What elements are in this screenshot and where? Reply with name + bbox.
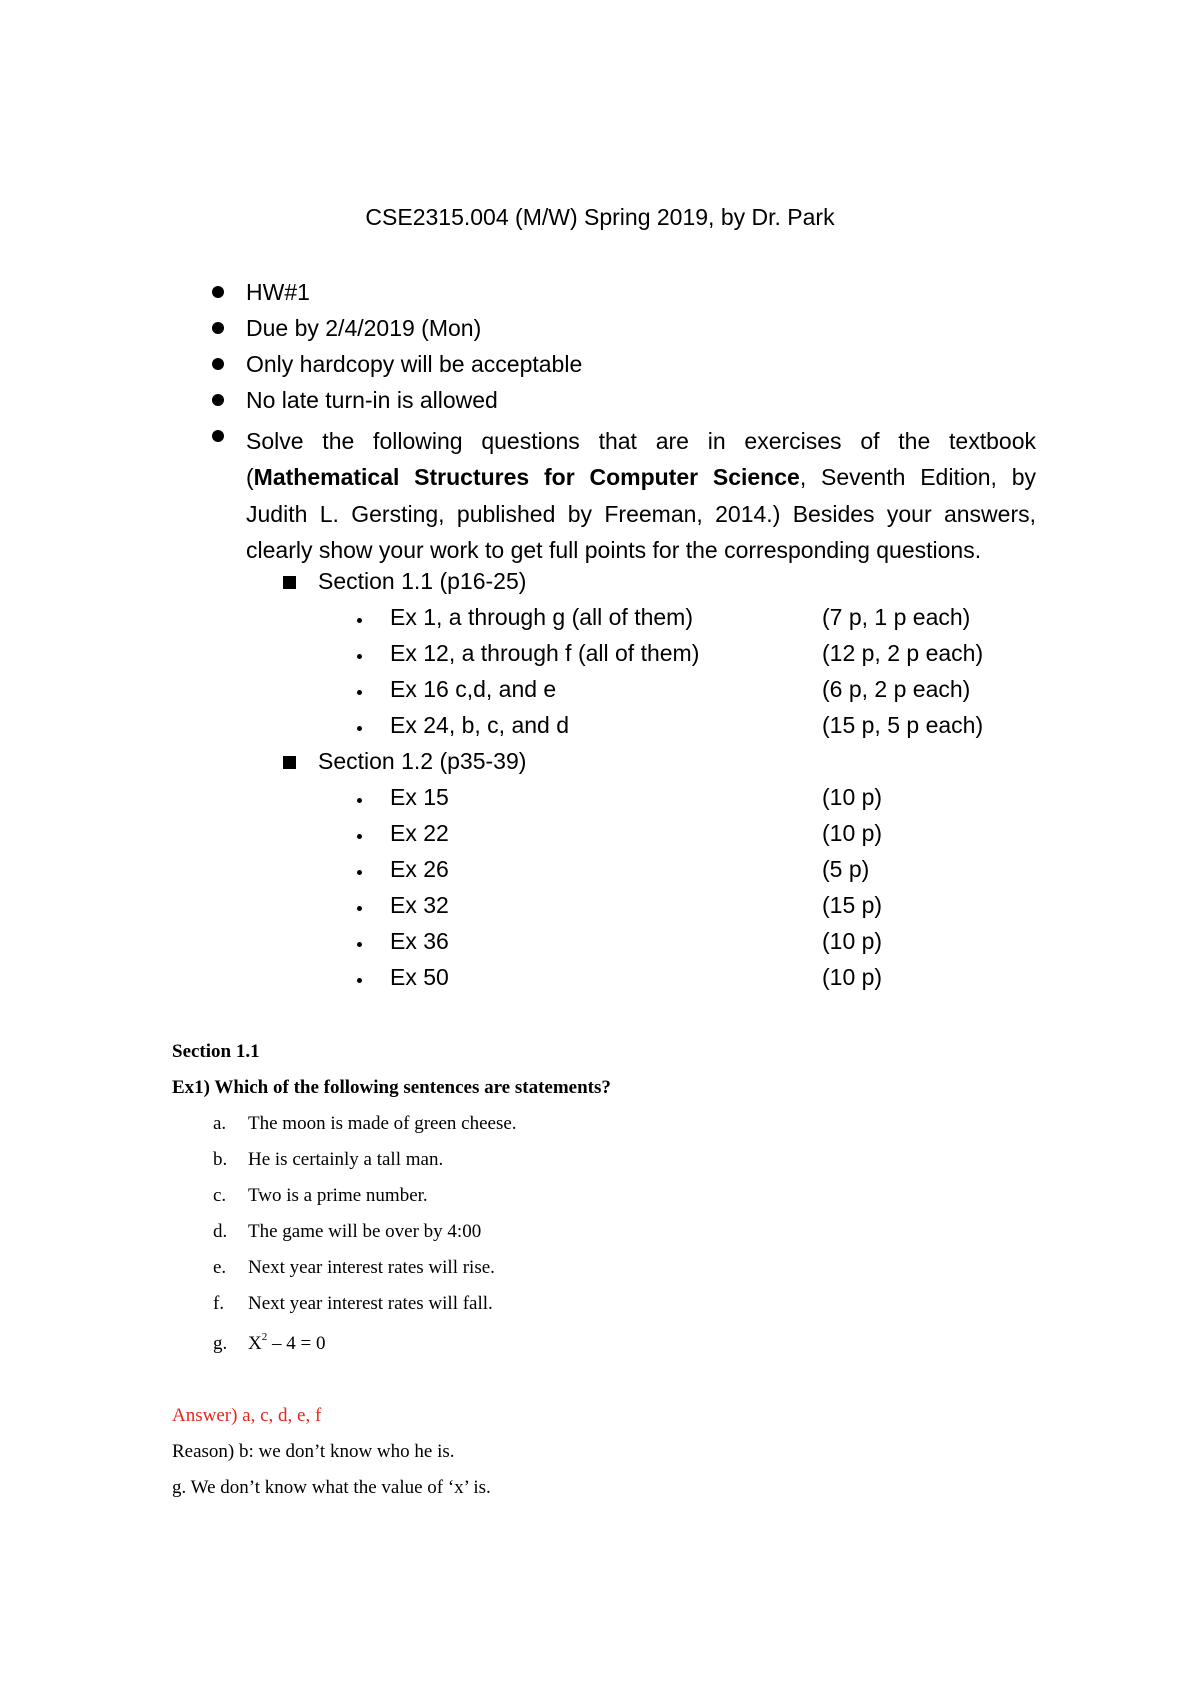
item-text: Two is a prime number. <box>248 1185 428 1206</box>
solution-question: Ex1) Which of the following sentences are statements? <box>172 1077 611 1098</box>
equation-base: X <box>248 1333 262 1354</box>
bullet-dot-icon <box>212 394 224 406</box>
small-bullet-icon <box>357 942 362 947</box>
instructions-paragraph <box>246 423 1036 568</box>
exercise-label: Ex 15 <box>390 784 449 810</box>
small-bullet-icon <box>357 654 362 659</box>
exercise-points: (10 p) <box>822 928 883 954</box>
bullet-dot-icon <box>212 286 224 298</box>
item-letter: a. <box>213 1113 227 1134</box>
exercise-label: Ex 22 <box>390 820 449 846</box>
exercise-points: (7 p, 1 p each) <box>822 604 971 630</box>
exercise-points: (12 p, 2 p each) <box>822 640 984 666</box>
instructions-pre: Solve the following questions that are in exercises of the textbook ( <box>246 428 1036 491</box>
instructions-post: , Seventh Edition, by Judith L. Gersting, published by Freeman, 2014.) Besides your answers, clearly show your work to get full points for the corresponding questions. <box>246 464 1037 563</box>
exercise-points: (5 p) <box>822 856 870 882</box>
exercise-label: Ex 26 <box>390 856 449 882</box>
exercise-label: Ex 36 <box>390 928 449 954</box>
exercise-points: (10 p) <box>822 784 883 810</box>
bullet-dot-icon <box>212 358 224 370</box>
item-text: The moon is made of green cheese. <box>248 1113 517 1134</box>
item-text: He is certainly a tall man. <box>248 1149 444 1170</box>
bullet-dot-icon <box>212 430 224 442</box>
exercise-label: Ex 12, a through f (all of them) <box>390 640 700 666</box>
square-bullet-icon <box>283 576 296 589</box>
exercise-label: Ex 16 c,d, and e <box>390 676 557 702</box>
item-letter: b. <box>213 1149 228 1170</box>
exercise-label: Ex 24, b, c, and d <box>390 712 570 738</box>
solution-section-heading: Section 1.1 <box>172 1041 260 1062</box>
section-1-1-title: Section 1.1 (p16-25) <box>318 568 527 594</box>
item-letter: g. <box>213 1333 228 1354</box>
item-letter: c. <box>213 1185 227 1206</box>
exercise-points: (10 p) <box>822 964 883 990</box>
exercise-label: Ex 1, a through g (all of them) <box>390 604 693 630</box>
exercise-label: Ex 50 <box>390 964 449 990</box>
page-title: CSE2315.004 (M/W) Spring 2019, by Dr. Park <box>365 204 835 230</box>
answer-line: Answer) a, c, d, e, f <box>172 1405 322 1426</box>
equation-rest: – 4 = 0 <box>267 1333 326 1354</box>
item-text: The game will be over by 4:00 <box>248 1221 482 1242</box>
item-letter: d. <box>213 1221 228 1242</box>
exercise-points: (6 p, 2 p each) <box>822 676 971 702</box>
bullet-hw-number: HW#1 <box>246 279 310 305</box>
small-bullet-icon <box>357 906 362 911</box>
bullet-due-date: Due by 2/4/2019 (Mon) <box>246 315 482 341</box>
equation <box>248 1333 325 1355</box>
small-bullet-icon <box>357 978 362 983</box>
small-bullet-icon <box>357 798 362 803</box>
exercise-points: (15 p, 5 p each) <box>822 712 984 738</box>
item-letter: f. <box>213 1293 225 1314</box>
small-bullet-icon <box>357 618 362 623</box>
item-text: Next year interest rates will rise. <box>248 1257 495 1278</box>
exercise-points: (10 p) <box>822 820 883 846</box>
reason-g: g. We don’t know what the value of ‘x’ is. <box>172 1477 491 1498</box>
small-bullet-icon <box>357 834 362 839</box>
bullet-hardcopy: Only hardcopy will be acceptable <box>246 351 583 377</box>
reason-b: Reason) b: we don’t know who he is. <box>172 1441 455 1462</box>
item-letter: e. <box>213 1257 227 1278</box>
exercise-label: Ex 32 <box>390 892 449 918</box>
bullet-late-policy: No late turn-in is allowed <box>246 387 498 413</box>
square-bullet-icon <box>283 756 296 769</box>
small-bullet-icon <box>357 870 362 875</box>
exercise-points: (15 p) <box>822 892 883 918</box>
small-bullet-icon <box>357 726 362 731</box>
item-text: Next year interest rates will fall. <box>248 1293 493 1314</box>
bullet-dot-icon <box>212 322 224 334</box>
small-bullet-icon <box>357 690 362 695</box>
textbook-title: Mathematical Structures for Computer Science <box>253 464 800 491</box>
equation-exponent: 2 <box>261 1331 268 1343</box>
section-1-2-title: Section 1.2 (p35-39) <box>318 748 527 774</box>
